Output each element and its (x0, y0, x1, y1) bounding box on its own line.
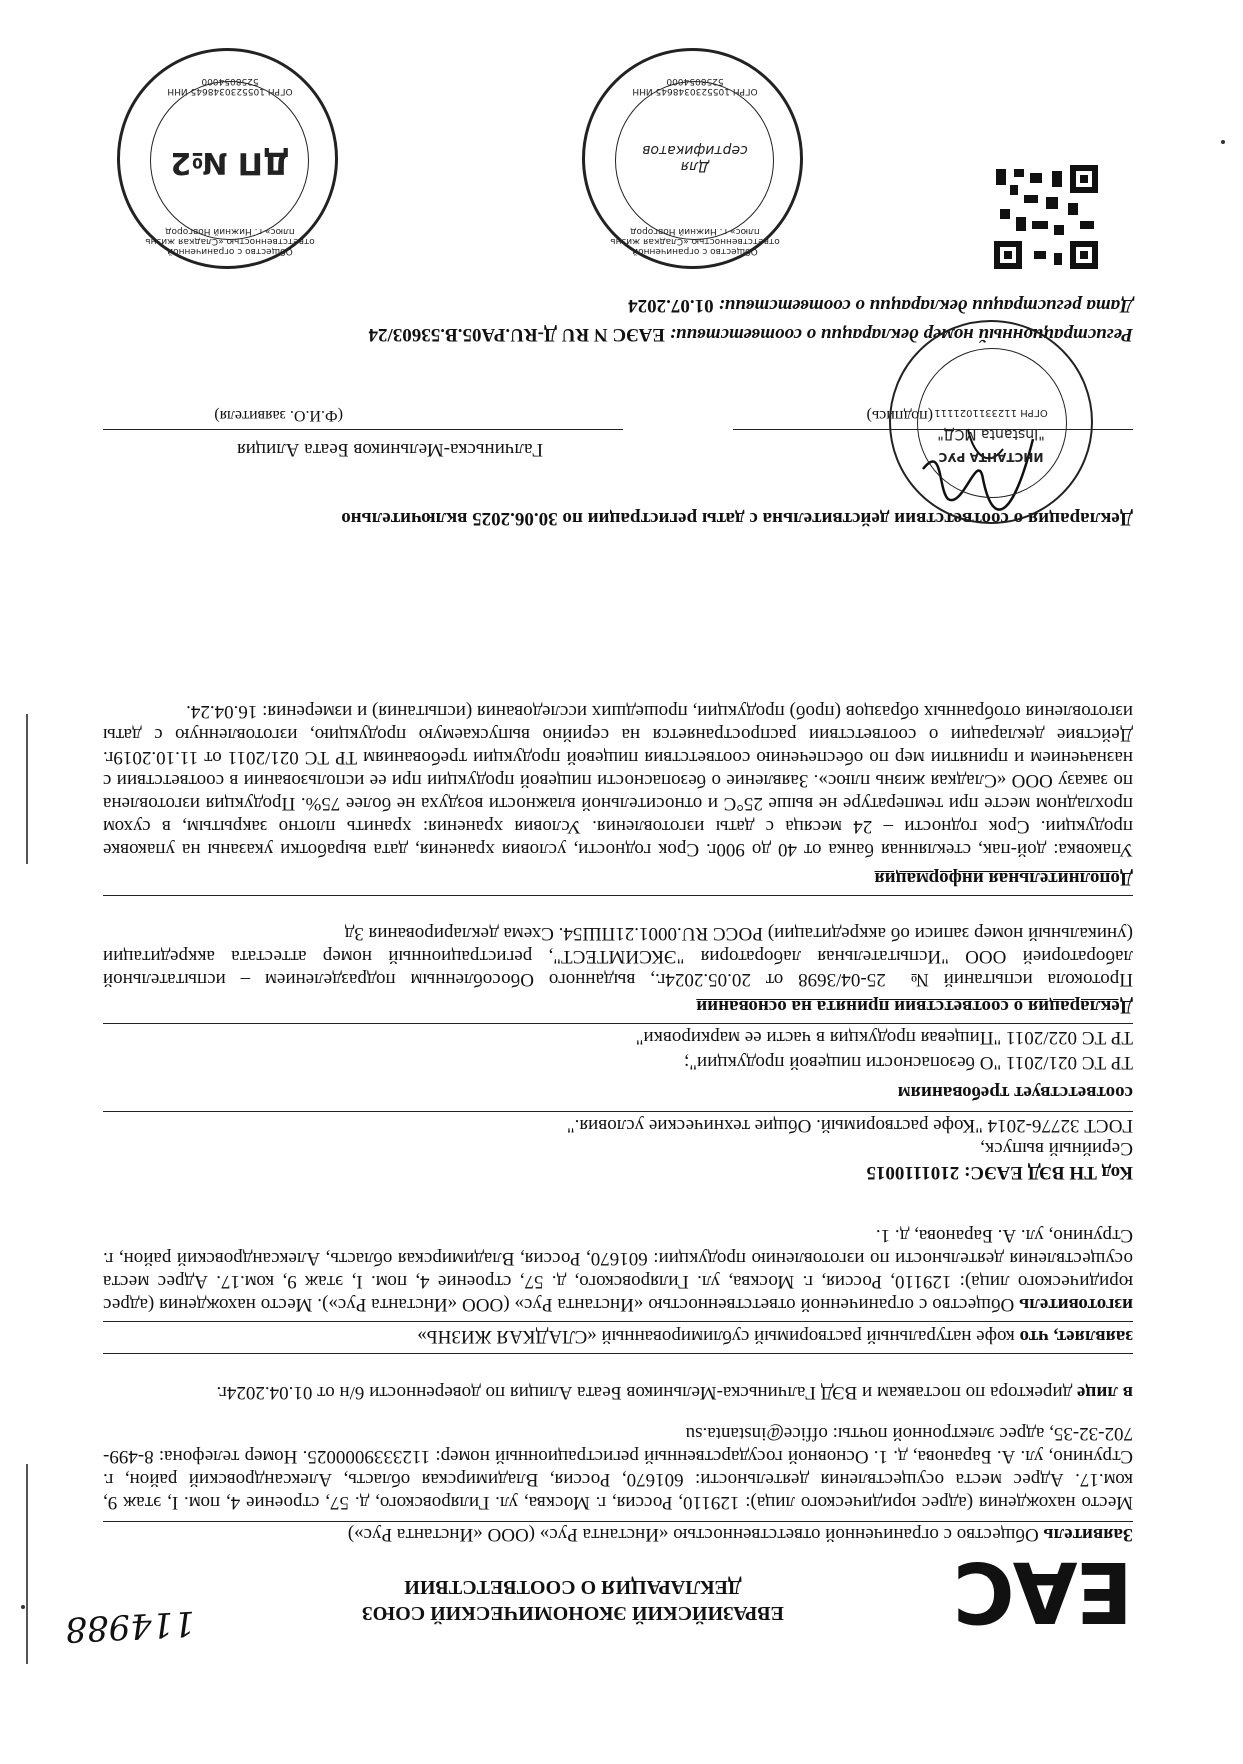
manufacturer-label: изготовитель (1019, 1294, 1133, 1315)
divider (103, 895, 1133, 896)
registration-date-label: Дата регистрации декларации о соответствии: (718, 295, 1133, 316)
additional-text: Упаковка: дой-пак, стеклянная банка от 40 до 900г. Срок годности, условия хранения, дата выработки указаны на упаковке продукции. Срок годности – 24 месяца с даты изготовления. Условия хранения: хранить плотно закрытым, в сухом прохладном месте при температуре не выше 25°С и относительной влажности воздуха не более 75%. Продукция изготовлена по заказу ООО «Сладкая жизнь плюс». Заявление о безопасности пищевой продукции при ее использовании в соответствии с назначением и принятии мер по обеспечению соответствия пищевой продукции требованиям ТР ТС 021/2011 от 11.10.2019г. Действие декларации о соответствии распространяется на серийно выпускаемую продукцию, изготовленную с даты изготовления отобранных образцов (проб) продукции, прошедших исследования (испытания) и измерения: 16.04.24. (103, 701, 1133, 860)
sign-caption: (подпись) (866, 407, 933, 424)
applicant-details: Место нахождения (адрес юридического лица): 129110, Россия, г. Москва, ул. Гиляровского, д. 57, строение 4, пом. I, этаж 9, ком.17. Адрес места осуществления деятельности: 601670, Россия, Владимирская область, Александровский район, г. Струнино, ул. А. Баранова, д. 1. Основной государственный регистрационный номер: 1123339000025. Номер телефона: 8-499-702-32-35, адрес электронной почты: office@instanta.su (103, 1423, 1133, 1513)
batch-type: Серийный выпуск, (980, 1138, 1133, 1159)
dp-stamp-outer-text: Общество с ограниченной ответственностью «Сладкая жизнь плюс» г. Нижний Новгород (145, 226, 315, 256)
name-line (103, 429, 623, 430)
dp-stamp (117, 48, 338, 269)
statement-text: кофе натуральный растворимый сублимированный «СЛАДКАЯ ЖИЗНЬ» (417, 1326, 1015, 1347)
divider (103, 1353, 1133, 1354)
sladkaya-zhizn-stamp (582, 48, 803, 269)
stamp-center-text: Для сертификатов (642, 142, 748, 174)
company-stamp-text: ИНСТАНТА РУС (938, 450, 1044, 464)
dp-stamp-center: ДП №2 (170, 145, 290, 180)
handwritten-note: 114988 (64, 1602, 196, 1650)
stamp-ids: ОГРН 1055230348645 ИНН 5258054000 (632, 76, 758, 96)
qr-code (994, 165, 1098, 269)
tnved-code: Код ТН ВЭД ЕАЭС: 2101110015 (866, 1162, 1133, 1183)
scan-speck (1221, 140, 1225, 144)
conforms-item-2: ТР ТС 022/2011 "Пищевая продукция в части ее маркировки" (635, 1027, 1133, 1048)
validity-text: Декларация о соответствии действительна с даты регистрации по 30.06.2025 включительно (341, 508, 1133, 529)
divider (103, 1521, 1133, 1522)
registration-date-row (103, 294, 1133, 317)
divider (103, 1023, 1133, 1024)
divider (103, 1321, 1133, 1322)
stamp-outer-text: Общество с ограниченной ответственностью «Сладкая жизнь плюс» г. Нижний Новгород (610, 226, 780, 256)
represented-label: в лице (1077, 1382, 1133, 1403)
statement-label: заявляет, что (1019, 1326, 1133, 1347)
applicant-name: Общество с ограниченной ответственностью «Инстанта Рус» (ООО «Инстанта Рус») (347, 1524, 1039, 1545)
company-stamp-inner-text: "Instanta МСД" (937, 426, 1045, 442)
gost-standard: ГОСТ 32776-2014 "Кофе растворимый. Общие технические условия." (566, 1115, 1133, 1136)
applicant-label: Заявитель (1043, 1524, 1133, 1545)
scan-edge-mark (26, 714, 28, 864)
name-caption: (Ф.И.О. заявителя) (214, 407, 343, 424)
basis-label: Декларация о соответствии принята на основании (696, 996, 1133, 1017)
scan-edge-mark (26, 1464, 28, 1664)
registration-date: 01.07.2024 (628, 295, 714, 316)
union-title: ЕВРАЗИЙСКИЙ ЭКОНОМИЧЕСКИЙ СОЮЗ (362, 1602, 784, 1624)
dp-stamp-ids: ОГРН 1055230348645 ИНН 5258054000 (167, 76, 293, 96)
represented-block (103, 1381, 1133, 1404)
conforms-item-1: ТР ТС 021/2011 "О безопасности пищевой продукции"; (683, 1052, 1133, 1073)
signer-name: Галчиньска-Мельников Беата Алиция (236, 439, 543, 460)
registration-number: ЕАЭС N RU Д-RU.PA05.B.53603/24 (368, 324, 665, 345)
company-stamp-ogrn: ОГРН 1123311021111 (934, 407, 1048, 418)
additional-label: Дополнительная информация (874, 868, 1133, 889)
doc-title: ДЕКЛАРАЦИЯ О СООТВЕТСТВИИ (404, 1576, 742, 1598)
scan-speck (21, 1605, 25, 1609)
basis-text: Протокола испытаний № 25-04/3698 от 20.05.2024г., выданного Обособленным подразделением – испытательной лабораторией ООО "Испытательная лаборатория "ЭКСИМТЕСТ", регистрационный номер аттестата аккредитации (уникальный номер записи об аккредитации) РОСС RU.0001.21ПШ54. Схема декларирования 3д (103, 923, 1133, 990)
applicant-block (103, 1523, 1133, 1546)
manufacturer-block (103, 1224, 1133, 1316)
company-stamp (889, 320, 1093, 524)
conforms-label: соответствует требованиям (897, 1082, 1133, 1103)
manufacturer-text: Общество с ограниченной ответственностью «Инстанта Рус» (ООО «Инстанта Рус»). Место нахождения (адрес юридического лица): 129110, Россия, г. Москва, ул. Гиляровского, д. 57, строение 4, пом. I, этаж 9, ком.17. Адрес места осуществления деятельности по изготовлению продукции: 601670, Россия, Владимирская область, Александровский район, г. Струнино, ул. А. Баранова, д. 1. (103, 1225, 1133, 1315)
eac-logo: EAC (954, 1543, 1133, 1641)
represented-text: директора по поставкам и ВЭД Галчиньска-Мельников Беата Алиция по доверенности 6/н от 01.04.2024г. (216, 1382, 1073, 1403)
company-stamp-ring (917, 348, 1067, 498)
statement-block (103, 1325, 1133, 1348)
registration-number-label: Регистрационный номер декларации о соответствии: (669, 324, 1133, 345)
divider (103, 1111, 1133, 1112)
